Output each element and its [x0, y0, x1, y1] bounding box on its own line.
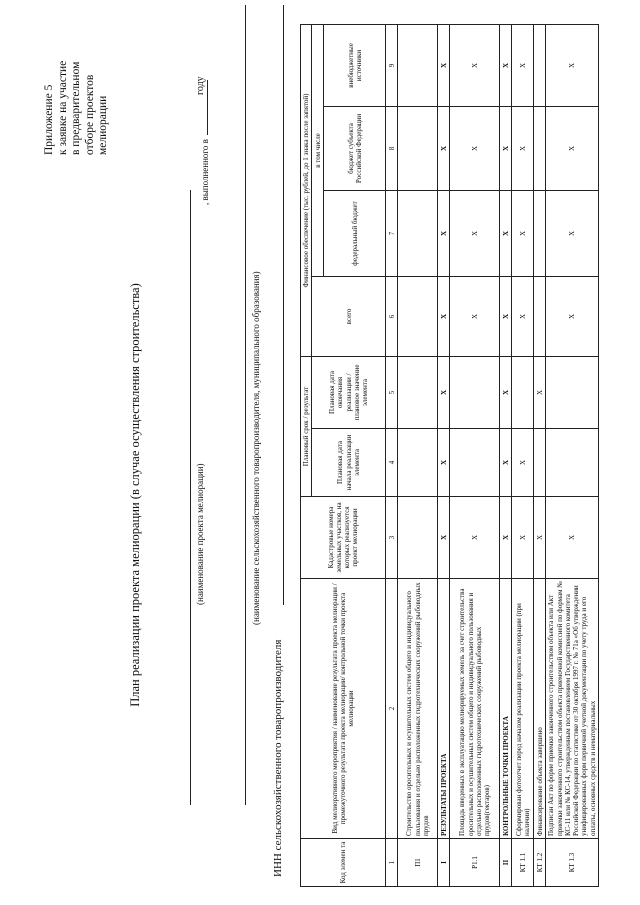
producer-name-line [245, 5, 246, 805]
table-row [398, 24, 438, 886]
appendix-line: отборе проектов [83, 74, 96, 155]
row-cell [398, 356, 438, 428]
row-cell [546, 429, 599, 497]
row-description: Финансирование объекта завершено [534, 579, 546, 839]
column-number-row [386, 24, 398, 886]
project-name-caption: (наименование проекта мелиорации) [195, 463, 205, 605]
row-cell: X [450, 106, 500, 190]
row-cell: X [500, 276, 512, 356]
row-code: II [500, 839, 512, 887]
column-number: 6 [386, 276, 398, 356]
header-total: всего [312, 276, 386, 356]
row-cell: X [512, 24, 534, 106]
row-cell: X [512, 429, 534, 497]
header-regional: бюджет субъекта Российской Федерации [324, 106, 386, 190]
row-description: Подписан Акт по форме приемки законченного строительством объекта или Акт приемки законченного строительством объекта приемочной комиссией по формам № КС-11 или № КС-14, утвержденным постановлением Государственного комитета Российской Федерации по статистике от 30 октября 1997 г. № 71а «Об утверждении унифицированных форм первичной учетной документации по учету труда и его оплаты, основных средств и нематериальных [546, 579, 599, 839]
row-cell: X [438, 429, 450, 497]
row-cell [534, 276, 546, 356]
row-cell: X [438, 24, 450, 106]
row-description: Площадь введенных в эксплуатацию мелиорируемых земель за счет строительства оросительных и осушительных систем общего и индивидуального пользования и отдельно расположенных гидротехнических сооружений рыбоводных прудов(гектаров) [450, 579, 500, 839]
column-number: 4 [386, 429, 398, 497]
table-row [512, 24, 534, 886]
row-description: КОНТРОЛЬНЫЕ ТОЧКИ ПРОЕКТА [500, 579, 512, 839]
row-description: РЕЗУЛЬТАТЫ ПРОЕКТА [438, 579, 450, 839]
column-number: 3 [386, 497, 398, 579]
row-cell [398, 24, 438, 106]
appendix-line: к заявке на участие [56, 60, 69, 155]
column-number: 9 [386, 24, 398, 106]
row-cell: X [500, 106, 512, 190]
row-cell: X [534, 356, 546, 428]
row-cell: X [500, 24, 512, 106]
row-cell [534, 24, 546, 106]
column-number: 8 [386, 106, 398, 190]
row-cell: X [546, 190, 599, 276]
row-cell: X [450, 276, 500, 356]
header-federal: федеральный бюджет [324, 190, 386, 276]
plan-table [300, 24, 599, 887]
header-funding-group: Финансовое обеспечение (тыс. рублей, до 1 знака после запятой) [301, 24, 312, 356]
table-row [450, 24, 500, 886]
row-cell: X [512, 276, 534, 356]
row-code: КТ 1.2 [534, 839, 546, 887]
row-description: Строительство оросительных и осушительных систем общего и индивидуального пользования и отдельно расположенных гидротехнических сооружений рыбоводных прудов [398, 579, 438, 839]
row-cell: X [512, 497, 534, 579]
column-number: 7 [386, 190, 398, 276]
appendix-line: мелиорации [97, 95, 109, 155]
header-schedule-group: Плановый срок / результат [301, 356, 312, 496]
row-cell [398, 276, 438, 356]
row-cell: X [438, 356, 450, 428]
row-cell: X [500, 190, 512, 276]
header-start-date: Плановая дата начала реализации элемента [312, 429, 386, 497]
column-number: 2 [386, 579, 398, 839]
row-code: I [438, 839, 450, 887]
row-cell: X [500, 497, 512, 579]
row-cell: X [450, 190, 500, 276]
appendix-line: Приложение 5 [43, 84, 55, 155]
row-cell: X [438, 190, 450, 276]
table-row [500, 24, 512, 886]
header-end-date: Плановая дата окончания реализации / плановое значение элемента [312, 356, 386, 428]
row-cell: X [546, 497, 599, 579]
plan-title: План реализации проекта мелиорации (в случае осуществления строительства) [128, 283, 142, 707]
inn-label: ИНН сельскохозяйственного товаропроизводителя [272, 639, 284, 877]
row-code: КТ 1.3 [546, 839, 599, 887]
row-cell: X [546, 24, 599, 106]
row-code: П1 [398, 839, 438, 887]
table-row [438, 24, 450, 886]
table-row [534, 24, 546, 886]
row-cell: X [512, 106, 534, 190]
row-description: Сформирован фотоотчет перед началом реализации проекта мелиорации (при наличии) [512, 579, 534, 839]
year-label: году [195, 76, 206, 95]
row-cell [398, 190, 438, 276]
column-number: 5 [386, 356, 398, 428]
row-cell: X [438, 497, 450, 579]
row-cell: X [438, 106, 450, 190]
row-cell [398, 497, 438, 579]
appendix-line: в предварительном [70, 61, 82, 155]
row-code: Р1.1 [450, 839, 500, 887]
header-cadastral: Кадастровые номера земельных участков, на которых реализуется проект мелиорации [301, 497, 386, 579]
column-number: 1 [386, 839, 398, 887]
row-cell [450, 429, 500, 497]
row-cell: X [450, 24, 500, 106]
header-description: Вид мелиоративного мероприятия / наименование результата проекта мелиорации /промежуточного результата проекта мелиорации/ контрольной точки проекта мелиорации [301, 579, 386, 839]
row-cell: X [546, 106, 599, 190]
header-row [301, 24, 312, 886]
row-cell [534, 429, 546, 497]
row-cell: X [450, 497, 500, 579]
row-cell: X [546, 276, 599, 356]
producer-caption: (наименование сельскохозяйственного товаропроизводителя, муниципального образования) [251, 271, 261, 625]
inn-line [283, 5, 284, 605]
header-funding-incl: в том числе [312, 24, 324, 276]
row-cell: X [438, 276, 450, 356]
row-code: КТ 1.1 [512, 839, 534, 887]
appendix-note [43, 35, 111, 155]
year-blank [207, 80, 208, 135]
row-cell [546, 356, 599, 428]
row-cell: X [512, 190, 534, 276]
performed-in-label [200, 76, 210, 205]
row-cell: X [500, 356, 512, 428]
row-cell [512, 356, 534, 428]
header-extrabudget: внебюджетные источники [324, 24, 386, 106]
row-cell [398, 429, 438, 497]
performed-text: , выполненного в [200, 139, 210, 205]
row-cell [534, 190, 546, 276]
row-cell [450, 356, 500, 428]
row-cell [398, 106, 438, 190]
header-code: Код элемен та [301, 839, 386, 887]
row-cell [534, 106, 546, 190]
row-cell: X [534, 497, 546, 579]
project-name-line [190, 190, 191, 805]
row-cell: X [500, 429, 512, 497]
table-row [546, 24, 599, 886]
